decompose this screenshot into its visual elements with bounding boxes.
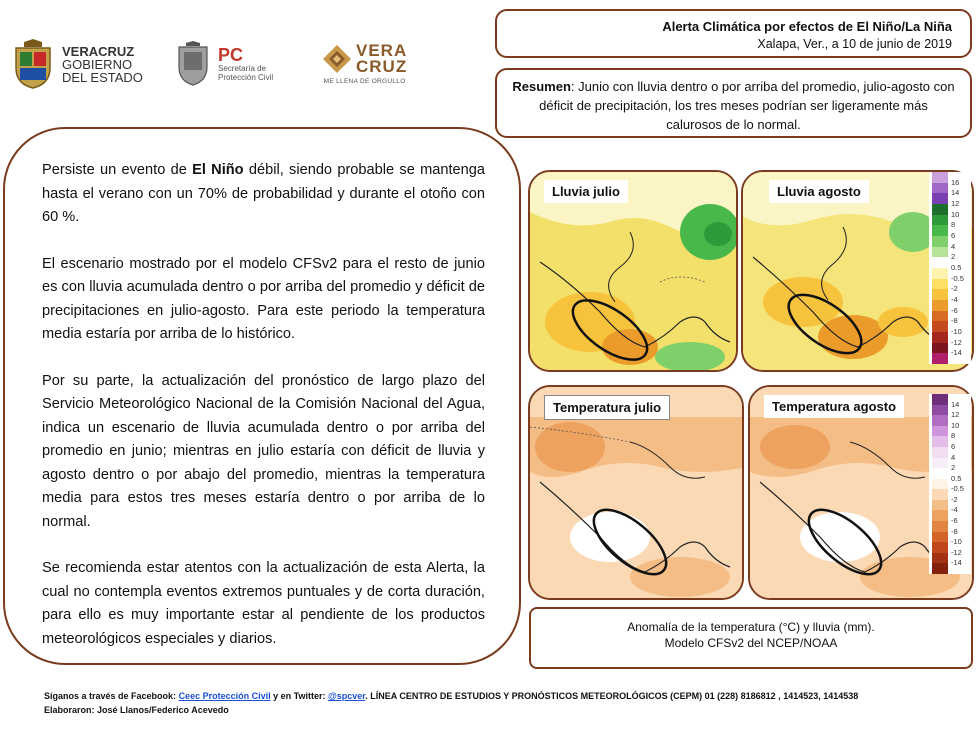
footer-contact-line — [44, 689, 964, 703]
temp-colorbar-tick-label: 4 — [951, 452, 956, 462]
rain-colorbar-tick-label: -12 — [951, 337, 962, 347]
maps-caption — [529, 607, 973, 669]
caption-line1: Anomalía de la temperatura (°C) y lluvia (mm). — [627, 620, 875, 634]
rain-colorbar-color-segment — [932, 215, 948, 226]
temp-colorbar-color-segment — [932, 415, 948, 426]
temp-colorbar-tick-label: 14 — [951, 399, 960, 409]
paragraph-1-end: débil, siendo probable se mantenga hasta el verano con un 70% de probabilidad y durante el otoño con 60 %. — [42, 162, 485, 225]
rain-colorbar-tick-label: 8 — [951, 220, 956, 230]
rain-colorbar-color-segment — [932, 236, 948, 247]
temp-colorbar-tick-label: -8 — [951, 526, 958, 536]
rain-colorbar-tick-label: 6 — [951, 231, 956, 240]
vera-cruz-tagline: ME LLENA DE ORGULLO — [323, 78, 406, 85]
rain-colorbar-color-segment — [932, 193, 948, 204]
rain-colorbar-tick-label: 14 — [951, 188, 960, 198]
temp-colorbar-tick-label: -12 — [951, 547, 962, 557]
temp-colorbar-color-segment — [932, 405, 948, 416]
map-label-temp-august: Temperatura agosto — [764, 395, 904, 418]
rain-colorbar-color-segment — [932, 204, 948, 215]
rain-colorbar-tick-label: -8 — [951, 316, 958, 326]
paragraph-smn: Por su parte, la actualización del pronóstico de largo plazo del Servicio Meteorológico Nacional de la Comisión Nacional del Agua, indica un escenario de lluvia acumulada dentro o por arriba del promedio en junio; mientras en julio estaría con déficit de lluvia y agosto dentro o por abajo del promedio, mientras la temperatura media para estos tres meses estaría dentro o por arriba de lo normal. — [42, 372, 485, 530]
proteccion-civil-shield-icon — [176, 41, 210, 87]
rain-colorbar-color-segment — [932, 257, 948, 268]
paragraph-el-nino — [42, 159, 485, 230]
temp-colorbar-color-segment — [932, 553, 948, 564]
temp-colorbar-color-segment — [932, 510, 948, 521]
map-label-rain-august: Lluvia agosto — [769, 180, 869, 203]
map-label-temp-july: Temperatura julio — [544, 395, 670, 420]
rain-colorbar-color-segment — [932, 289, 948, 300]
logo-strip — [10, 34, 430, 94]
rain-colorbar — [929, 172, 971, 364]
logo-vera-cruz — [322, 34, 432, 94]
pc-line2: Protección Civil — [218, 73, 274, 82]
temp-colorbar-color-segment — [932, 563, 948, 574]
rain-colorbar-color-segment — [932, 321, 948, 332]
rain-colorbar-tick-label: -10 — [951, 327, 962, 336]
footer — [44, 689, 964, 717]
rain-colorbar-color-segment — [932, 343, 948, 354]
paragraph-1-start: Persiste un evento de — [42, 162, 193, 178]
temp-colorbar-tick-label: 2 — [951, 463, 956, 473]
el-nino-bold: El Niño — [192, 162, 244, 178]
temp-colorbar-color-segment — [932, 468, 948, 479]
temp-colorbar-tick-label: 0.5 — [951, 473, 962, 483]
place-date: Xalapa, Ver., a 10 de junio de 2019 — [757, 37, 952, 51]
rain-colorbar-tick-label: -6 — [951, 305, 958, 315]
temp-colorbar-tick-label: -10 — [951, 537, 962, 547]
temp-colorbar-color-segment — [932, 521, 948, 532]
logo-gobierno-veracruz — [10, 34, 150, 94]
temp-colorbar-color-segment — [932, 458, 948, 469]
alert-title: Alerta Climática por efectos de El Niño/La Niña — [662, 19, 952, 34]
paragraph-recommendation: Se recomienda estar atentos con la actualización de esta Alerta, la cual no contempla eventos extremos puntuales y de corta duración, para ello es muy importante estar al pendiente de los productos meteorológicos especiales y diarios. — [42, 560, 485, 647]
alert-title-box — [495, 9, 972, 58]
temp-colorbar-color-segment — [932, 489, 948, 500]
vera-cruz-line1: VERA — [356, 41, 408, 60]
veracruz-seal-icon — [10, 38, 56, 90]
temp-colorbar-color-segment — [932, 542, 948, 553]
summary-text: : Junio con lluvia dentro o por arriba del promedio, julio-agosto con déficit de precipitación, los tres meses podrían ser ligeramente más calurosos de lo normal. — [539, 79, 955, 132]
rain-colorbar-color-segment — [932, 172, 948, 183]
twitter-link[interactable]: @spcver — [327, 691, 366, 701]
summary-label: Resumen — [512, 79, 571, 94]
rain-colorbar-tick-label: 10 — [951, 209, 960, 219]
logo-veracruz-line2: GOBIERNO — [62, 56, 133, 72]
temp-colorbar-tick-label: 8 — [951, 431, 956, 441]
temp-colorbar-color-segment — [932, 479, 948, 490]
temp-colorbar-tick-label: -4 — [951, 505, 958, 515]
summary-box — [495, 68, 972, 138]
rain-colorbar-color-segment — [932, 247, 948, 258]
temp-colorbar-tick-label: -0.5 — [951, 484, 964, 494]
temp-colorbar-color-segment — [932, 394, 948, 405]
temp-colorbar-color-segment — [932, 436, 948, 447]
rain-colorbar-color-segment — [932, 311, 948, 322]
temp-colorbar-tick-label: 12 — [951, 410, 960, 420]
temp-colorbar — [929, 394, 971, 574]
footer-text-b: y en Twitter: — [270, 691, 328, 701]
pc-abbr: PC — [218, 45, 244, 65]
footer-text-c: . LÍNEA CENTRO DE ESTUDIOS Y PRONÓSTICOS METEOROLÓGICOS (CEPM) 01 (228) 8186812 , 1414523, 1414538 — [365, 691, 859, 701]
temp-colorbar-color-segment — [932, 500, 948, 511]
facebook-link[interactable]: Ceec Protección Civil — [178, 691, 271, 701]
rain-colorbar-tick-label: 2 — [951, 252, 956, 262]
paragraph-cfsv2: El escenario mostrado por el modelo CFSv2 para el resto de junio es con lluvia acumulada dentro o por arriba del promedio y déficit de precipitaciones en julio-agosto. Para este periodo la temperatura media estaría por arriba de lo histórico. — [42, 255, 485, 342]
rain-colorbar-tick-label: 12 — [951, 199, 960, 208]
temp-colorbar-color-segment — [932, 447, 948, 458]
rain-colorbar-color-segment — [932, 300, 948, 311]
vera-cruz-pattern-icon — [322, 44, 352, 74]
rain-colorbar-tick-label: -14 — [951, 348, 962, 358]
rain-colorbar-color-segment — [932, 225, 948, 236]
pc-line1: Secretaría de — [218, 64, 267, 73]
logo-veracruz-line3: DEL ESTADO — [62, 69, 143, 85]
rain-colorbar-color-segment — [932, 183, 948, 194]
map-rain-july — [528, 170, 738, 372]
rain-colorbar-tick-label: -2 — [951, 284, 958, 294]
logo-veracruz-line1: VERACRUZ — [62, 43, 135, 59]
temp-colorbar-tick-label: 6 — [951, 441, 956, 451]
temp-colorbar-color-segment — [932, 426, 948, 437]
rain-colorbar-tick-label: 0.5 — [951, 263, 962, 272]
caption-line2: Modelo CFSv2 del NCEP/NOAA — [664, 636, 838, 650]
rain-colorbar-color-segment — [932, 353, 948, 364]
map-label-rain-july: Lluvia julio — [544, 180, 628, 203]
map-temp-july — [528, 385, 744, 600]
temp-colorbar-color-segment — [932, 532, 948, 543]
temp-colorbar-tick-label: -6 — [951, 516, 958, 526]
temp-colorbar-tick-label: -2 — [951, 494, 958, 504]
rain-colorbar-color-segment — [932, 332, 948, 343]
temp-colorbar-tick-label: 10 — [951, 420, 960, 430]
rain-colorbar-tick-label: -4 — [951, 295, 958, 304]
footer-credits: Elaboraron: José Llanos/Federico Acevedo — [44, 705, 229, 715]
main-text-box — [3, 127, 521, 665]
rain-colorbar-tick-label: 16 — [951, 177, 960, 187]
rain-colorbar-color-segment — [932, 279, 948, 290]
rain-colorbar-tick-label: 4 — [951, 241, 956, 251]
vera-cruz-line2: CRUZ — [356, 57, 408, 76]
rain-colorbar-color-segment — [932, 268, 948, 279]
logo-proteccion-civil — [176, 34, 306, 94]
temp-colorbar-tick-label: -14 — [951, 558, 962, 568]
footer-text-a: Síganos a través de Facebook: — [44, 691, 179, 701]
rain-colorbar-tick-label: -0.5 — [951, 273, 964, 283]
